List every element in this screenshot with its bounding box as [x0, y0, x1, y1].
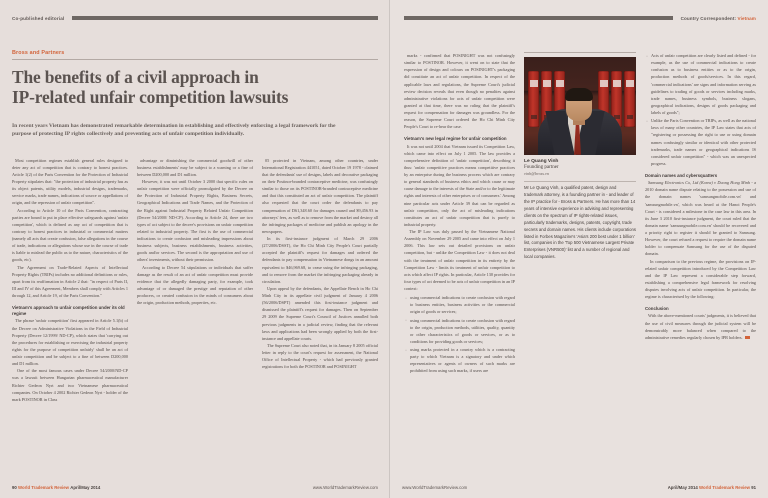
right-page	[390, 0, 768, 498]
paragraph: However, it was not until October 3 2000 that specific rules on unfair competition were officially promulgated by the Decree on the Protection of Industrial Property Rights, Business Secrets, Geographical Indications and Trade Names, and the Protection of the Right against Industrial Property Related Unfair Competition (Decree 54/2000/ ND-CP). According to Article 24, there are two types of act subject to the decree's provisions on unfair competition related to industrial property. The first is the use of commercial indications to create confusion and misleading impressions about business subjects, business establishments, business activities, goods and/or services. The second is the appropriation and use of others' investments, without their permission.	[137, 179, 253, 263]
column-4	[404, 52, 515, 376]
paragraph: The IP Law was duly passed by the Vietnamese National Assembly on November 29 2005 and came into effect on July 1 2006. This law sets out detailed provisions on unfair competition, but - unlike the Competition Law - it does not deal with the treatment of unfair competition in its entirety by the Competition Law - limits its treatment of unfair competition to acts which affect IP rights. In particular, Article 130 provides for four types of act deemed to be acts of unfair competition in an IP context:	[404, 229, 515, 292]
author-bio: Mr Le Quang Vinh, a qualified patent, design and trademark attorney, is a founding partner in - and leader of the IP practice for - Bross & Partners. He has more than 14 years of intensive experience in advising and representing clients on the spectrum of IP rights-related issues, particularly trademarks, designs, patents, copyright, trade secrets and domain names. His clients include corporations listed in Forbes Magazine's 'Asia's 200 best under 1 billion' list, companies in the 'Top 500 Vietnamese Largest Private Enterprises (VNR500)' list and a number of regional and local companies.	[524, 185, 636, 260]
paragraph	[645, 312, 756, 341]
author-photo	[524, 57, 636, 155]
author-role: Founding partner	[524, 164, 559, 170]
column-1	[12, 157, 128, 403]
masthead-right-wrap	[404, 10, 756, 26]
copublished-label: Co-published editorial	[12, 15, 65, 21]
country-correspondent	[681, 16, 756, 21]
list-item: · Unlike the Paris Convention or TRIPs, as well as the national laws of many other countries, the IP Law states that acts of "registering or possessing the right to use or using domain names confusingly similar or identical with other protected trademarks, trade names or geographical indications IS considered unfair competition" - which was an unexpected progress.	[645, 117, 756, 167]
left-page-columns	[12, 157, 378, 403]
paragraph: According to Article 10 of the Paris Convention, contracting parties are bound to put in place effective safeguards against 'unfair competition', which is defined as any act of competition that is contrary to honest practices in industrial or commercial matters (namely all acts that create confusion, false allegations in the course of trade, indications or allegations whose use in the course of trade is liable to mislead the public as to the nature, characteristics of the goods, etc).	[12, 207, 128, 263]
footer-masthead: World Trademark Review	[17, 485, 70, 490]
section-heading-old-regime: Vietnam's approach to unfair competition under its old regime	[12, 304, 125, 316]
list-item: · Acts of unfair competition are clearly listed and defined - for example, as the use of commercial indications to create confusion as to business entities or as to the origin, production methods of goods/services. In this regard, 'commercial indications' are signs and information serving as guidelines to trading of goods or services including marks, trade names, business symbols, business slogans, geographical indications, designs of goods packaging and labels of goods";	[645, 52, 756, 116]
paragraph: The Supreme Court also noted that, in its January 8 2005 official letter in reply to the court's request for assessment, the National Office of Intellectual Property - which had previously granted registrations for both the POSTINOR and POSINIGHT	[262, 342, 378, 370]
paragraph: According to Decree 54 stipulations or individuals that suffer damage as the result of an act of unfair competition must provide evidence that the allegedly damaging party, for example, took advantage of or damaged the prestige and reputation of other producers, or created confusion in the minds of consumers about the origin, production methods, properties, etc.	[137, 264, 253, 306]
paragraph: The Agreement on Trade-Related Aspects of Intellectual Property Rights (TRIPs) includes no additional definitions or rules, apart from its reaffirmation in Article 2 that: "in respect of Parts II, III and IV of this Agreement, Members shall comply with Articles 1 through 12, and Article 19, of the Paris Convention."	[12, 264, 128, 299]
firm-name: Bross and Partners	[12, 50, 65, 56]
page-number: 91	[751, 485, 756, 490]
unfair-competition-acts-list	[404, 294, 515, 374]
paragraph: In comparison to the previous regime, the provisions on IP-related unfair competition introduced by the Competition Law and the IP Law represent a considerable step forward, establishing a comprehensive legal framework for resolving disputes involving acts of unfair competition. In particular, the regime is characterised by the following:	[645, 258, 756, 300]
binder-icon	[528, 71, 539, 127]
firm-divider	[12, 59, 378, 60]
footer-left-group	[12, 485, 100, 490]
conclusion-text: With the above-mentioned courts' judgments, it is believed that the use of civil measures through the judicial system will be demonstrably more balanced when compared to the administrative remedies regularly chosen by IPR holders.	[645, 313, 756, 340]
paragraph: In its first-instance judgment of March 29 2006 (27/2006/DSST), the Ho Chi Minh City People's Court partially accepted the plaintiff's request for damages and ordered the defendants to pay compensation in Vietnamese dongs in an amount equivalent to $46,969.68, to cease using the infringing packaging, and to remove from the market the infringing packaging already in circulation.	[262, 236, 378, 284]
list-item: · using commercial indications to create confusion with regard to business entities, business activities or the commercial origin of goods or services;	[404, 294, 515, 315]
ip-law-features-list	[645, 52, 756, 167]
column-2	[137, 157, 253, 403]
profile-divider	[524, 181, 636, 182]
list-item: · using commercial indications to create confusion with regard to the origin, production methods, utilities, quality, quantity or other characteristics of goods or services, or as to conditions for providing goods or services;	[404, 317, 515, 346]
footer-right-group	[668, 485, 756, 490]
hair	[565, 88, 593, 101]
list-item: · using marks protected in a country which is a contracting party to which Vietnam is a signatory and under which representatives or agents of owners of such marks are prohibited from using such marks, if users are	[404, 346, 515, 375]
headline-line-1: The benefits of a civil approach in	[12, 66, 259, 87]
footer-url[interactable]: www.WorldTrademarkReview.com	[402, 485, 468, 490]
page-number: 90	[12, 485, 17, 490]
paragraph: 05 protected in Vietnam, among other countries, under International Registration 441051, dated October 19 1978 - claimed that the defendants' use of designs, labels and decorative packaging on their Postinor-branded contraceptive medicine, was confusingly similar to those on its POSTINOR-branded contraceptive medicine and that this constituted an act of unfair competition. The plaintiff also requested that the court order the defendants to pay compensation of D61,348.60 for damages caused and $9,456.93 in attorneys' fees, as well as to remove from the market and destroy all the infringing packages of medicine and publish an apology in the newspapers.	[262, 157, 378, 234]
masthead	[12, 10, 378, 26]
section-heading-new-regime: Vietnam's new legal regime for unfair competition	[404, 135, 507, 141]
paragraph: Upon appeal by the defendants, the Appellate Bench in Ho Chi Minh City in its appellate civil judgment of January 4 2006 (56/2006/DSPT) amended this first-instance judgment and dismissed the plaintiff's request for damages. Then on September 29 2009 the Supreme Court's Council of Justices annulled both previous judgments in a judicial review, finding that the relevant laws and applications had been wrongly applied by both the first-instance and appellate courts.	[262, 285, 378, 341]
author-email[interactable]: vinh@bross.vn	[524, 170, 549, 176]
paragraph: marks - confirmed that POSINIGHT was not confusingly similar to POSTINOR. However, it went on to state that the expression of design and colours on POSINIGHT's packaging did constitute an act of unfair competition. In respect of the applicable laws and regulations, the Supreme Court's judicial review decision reveals that even though no penalties against administrative violations for acts of unfair competition were granted at that time, there was no ruling that the plaintiff's request for compensation for damages was groundless. For the reason, the Supreme Court ordered the Ho Chi Minh City People's Court to re-hear the case.	[404, 53, 515, 130]
paragraph: One of the most famous cases under Decree 54/2000/ND-CP was a lawsuit between Hungarian pharmaceutical manufacturer Richter Gedeon Nyrt and two Vietnamese pharmaceutical companies. On October 4 2002 Richter Gedeon Nyrt - holder of the mark POSTINOR in Class	[12, 368, 128, 402]
country-correspondent-label: Country Correspondent:	[680, 15, 737, 21]
binder-icon	[624, 71, 635, 127]
footer-issue: April/May 2014	[667, 485, 698, 490]
right-page-footer	[402, 485, 756, 490]
column-5	[645, 52, 756, 376]
end-mark-icon	[745, 336, 750, 339]
case-name: Samsung Electronics Co, Ltd (Korea) v Duong Hong Minh	[648, 180, 751, 186]
paragraph: The phrase 'unfair competition' first appeared in Article 5.1(b) of the Decree on Administrative Violations in the Field of Industrial Property (Decree 12/1999/ ND-CP), which states that 'carrying out the procedures for establishing or exercising the industrial property rights for the purpose of competition unfairly' shall be an act of unfair competition and be subject to a fine of between D200,000 and D1 million.	[12, 318, 128, 367]
footer-url[interactable]: www.WorldTrademarkReview.com	[312, 485, 378, 490]
page-title	[12, 67, 378, 108]
left-page-footer	[12, 485, 378, 490]
paragraph-rest: - a 2010 domain name dispute relating to the possession and use of the domain names 'samsungmobile.com.vn' and 'samsungmobile.vn', which was heard at the Hanoi People's Court - is considered a milestone in the case law in this area. In its June 3 2010 first-instance judgment, the court ruled that the domain name 'samsungmobile.com.vn' should be recovered and a priority right to register it should be granted to Samsung. However, the court refused a request to require the domain name holder to compensate Samsung for the use of the disputed domain.	[645, 180, 756, 257]
author-name: Le Quang Vinh	[524, 158, 559, 164]
footer-masthead: World Trademark Review	[698, 485, 751, 490]
section-heading-domain-names: Domain names and cybersquatters	[645, 172, 718, 178]
author-profile-box	[524, 52, 636, 376]
section-heading-conclusion: Conclusion	[645, 305, 669, 311]
standfirst: In recent years Vietnam has demonstrated remarkable determination in establishing and effectively enforcing a legal framework for the purpose of protecting IP rights collectively and preventing acts of unfair competition individually.	[12, 122, 336, 138]
profile-meta	[524, 155, 636, 181]
masthead-rule	[72, 16, 378, 19]
column-3	[262, 157, 378, 403]
paragraph	[645, 179, 756, 257]
paragraph: It was not until 2004 that Vietnam issued its Competition Law, which came into effect on July 1 2005. The law provides a comprehensive definition of 'unfair competition', describing it thus: 'unfair competitive practices means competitive practices by an enterprise during the business process which are contrary to general standards of business ethics and which cause or may cause damage to the interests of the State and/or to the legitimate rights and interests of other enterprises or of consumers.' Among nine particular acts under Article 39 that can be regarded as unfair competition, only the act of misleading indications constitutes an act of unfair competition that is purely to industrial property.	[404, 143, 515, 227]
masthead-rule	[404, 16, 673, 19]
footer-issue: April/May 2014	[70, 485, 101, 490]
paragraph: advantage or diminishing the commercial goodwill of other business establishments' may be subject to a warning or a fine of between D200,000 and D1 million.	[137, 157, 253, 177]
right-page-columns	[404, 52, 756, 376]
country-correspondent-value: Vietnam	[737, 15, 756, 21]
profile-top-rule	[524, 52, 636, 53]
paragraph: Most competition regimes establish general rules designed to deter any act of competition that is contrary to honest practices. Article 1(2) of the Paris Convention for the Protection of Industrial Property stipulates that: "the protection of industrial property has as its object patents, utility models, industrial designs, trademarks, service marks, trade names, indications of source or appellations of origin, and the repression of unfair competition".	[12, 157, 128, 206]
headline-line-2: IP-related unfair competition lawsuits	[12, 87, 289, 108]
